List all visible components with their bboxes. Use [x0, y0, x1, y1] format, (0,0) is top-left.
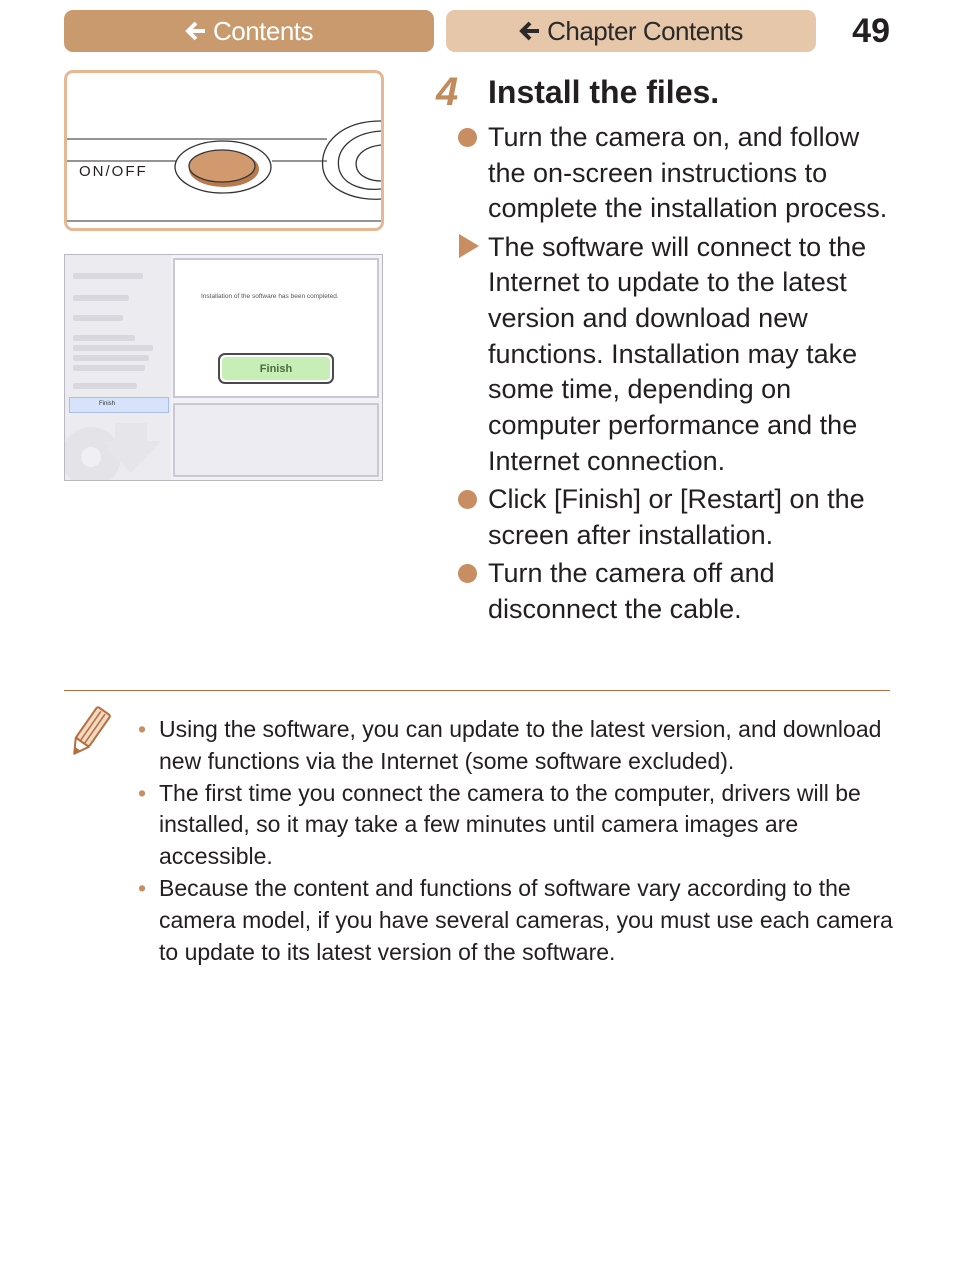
step-item-text: The software will connect to the Internet to update to the latest version and download new functions. Installation may take some time, depending on computer performance and the Internet connection.	[488, 231, 867, 476]
camera-power-button-illustration	[64, 70, 384, 231]
step-item-text: Turn the camera on, and follow the on-screen instructions to complete the installation process.	[488, 122, 888, 224]
bullet-icon: •	[138, 716, 147, 742]
note-text: Using the software, you can update to the latest version, and download new functions via the Internet (some software excluded).	[159, 716, 882, 774]
note-item	[138, 778, 898, 873]
contents-button[interactable]	[64, 10, 434, 52]
note-text: Because the content and functions of software vary according to the camera model, if you have several cameras, you must use each camera to update to its latest version of the software.	[159, 874, 893, 965]
step-item	[456, 482, 896, 553]
finish-button-label: Finish	[222, 357, 330, 380]
bullet-icon: •	[138, 779, 147, 806]
arrow-left-icon	[519, 20, 541, 42]
bullet-dot-icon	[458, 564, 477, 583]
on-off-label: ON/OFF	[79, 163, 148, 180]
software-installation-screenshot	[64, 254, 383, 481]
bullet-dot-icon	[458, 128, 477, 147]
installation-complete-message: Installation of the software has been completed.	[201, 293, 339, 300]
arrow-left-icon	[185, 20, 207, 42]
finish-button[interactable]	[218, 353, 334, 384]
step-item-text: Turn the camera off and disconnect the cable.	[488, 557, 775, 624]
installer-step-finish-label: Finish	[99, 401, 116, 407]
disc-graphic-icon	[65, 411, 165, 481]
page-number: 49	[852, 12, 890, 50]
note-item	[138, 714, 898, 778]
step-item-text: Click [Finish] or [Restart] on the screen after installation.	[488, 484, 865, 550]
step-instructions	[456, 120, 896, 630]
notes-list	[138, 714, 898, 968]
step-item	[456, 230, 896, 480]
bullet-icon: •	[138, 874, 147, 901]
step-item	[456, 556, 896, 627]
chapter-contents-button-label: Chapter Contents	[547, 15, 743, 46]
camera-top-drawing	[67, 73, 381, 228]
bullet-dot-icon	[458, 490, 477, 509]
contents-button-label: Contents	[212, 15, 314, 46]
chapter-contents-button[interactable]	[446, 10, 816, 52]
result-triangle-icon	[458, 233, 480, 259]
section-divider	[64, 690, 890, 691]
note-text: The first time you connect the camera to the computer, drivers will be installed, so it may take a few minutes until camera images are accessible.	[159, 779, 861, 870]
note-item	[138, 873, 898, 968]
step-item	[456, 120, 896, 227]
step-number: 4	[436, 70, 459, 114]
pencil-note-icon	[66, 705, 114, 761]
step-title: Install the files.	[488, 74, 720, 110]
installer-lower-panel	[173, 403, 379, 477]
